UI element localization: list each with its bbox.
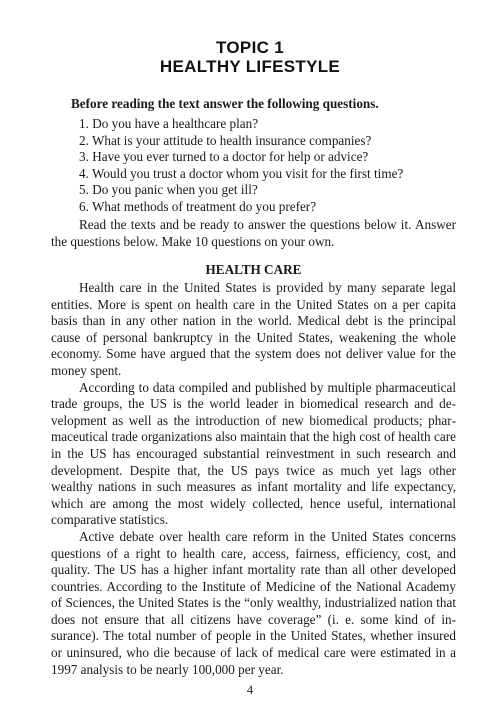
question-item: 2. What is your attitude to health insurance companies? bbox=[79, 132, 372, 148]
section-title: HEALTH CARE bbox=[205, 262, 302, 277]
paragraph: According to data compiled and published by multiple pharmaceutical trade groups, the US is the world leader in biomedical research and development as well as the introduction of new biomedical products; pharmaceutical trade organizations also maintain that the high cost of health care in the US has encouraged substantial reinvestment in such research and development. Despite that, the US pays twice as much yet lags other wealthy nations in such measures as infant mortality and life expectancy, which are among the most widely collected, hence useful, international comparative statistics. bbox=[51, 379, 456, 528]
topic-title: HEALTHY LIFESTYLE bbox=[159, 57, 341, 76]
reading-instruction: Read the texts and be ready to answer the questions below it. Answer the questions below. Make 10 questions on your own. bbox=[51, 217, 456, 249]
question-item: 6. What methods of treatment do you prefer? bbox=[79, 198, 317, 214]
question-item: 5. Do you panic when you get ill? bbox=[79, 182, 258, 198]
question-item: 3. Have you ever turned to a doctor for help or advice? bbox=[79, 149, 369, 165]
question-item: 4. Would you trust a doctor whom you visit for the first time? bbox=[79, 165, 404, 181]
page-number: 4 bbox=[246, 683, 254, 697]
question-list bbox=[51, 116, 456, 216]
paragraph: Active debate over health care reform in the United States concerns questions of a right to health care, access, fairness, efficiency, cost, and quality. The US has a higher infant mortality rate than all other developed countries. According to the Institute of Medicine of the National Academy of Sciences, the United States is the “only wealthy, industrialized nation that does not ensure that all citizens have coverage” (i. e. some kind of insurance). The total number of people in the United States, whether insured or uninsured, who die because of lack of medical care were estimated in a 1997 analysis to be nearly 100,000 per year. bbox=[51, 528, 456, 677]
topic-number: TOPIC 1 bbox=[216, 38, 284, 57]
paragraph: Health care in the United States is provided by many separate legal entities. More is spent on health care in the United States on a per capita basis than in any other nation in the world. Medical debt is the principal cause of personal bankruptcy in the United States, weakening the whole economy. Some have argued that the system does not deliver value for the money spent. bbox=[51, 280, 456, 378]
instruction-heading: Before reading the text answer the following questions. bbox=[71, 96, 379, 111]
question-item: 1. Do you have a healthcare plan? bbox=[79, 116, 259, 131]
article-body bbox=[51, 280, 456, 678]
